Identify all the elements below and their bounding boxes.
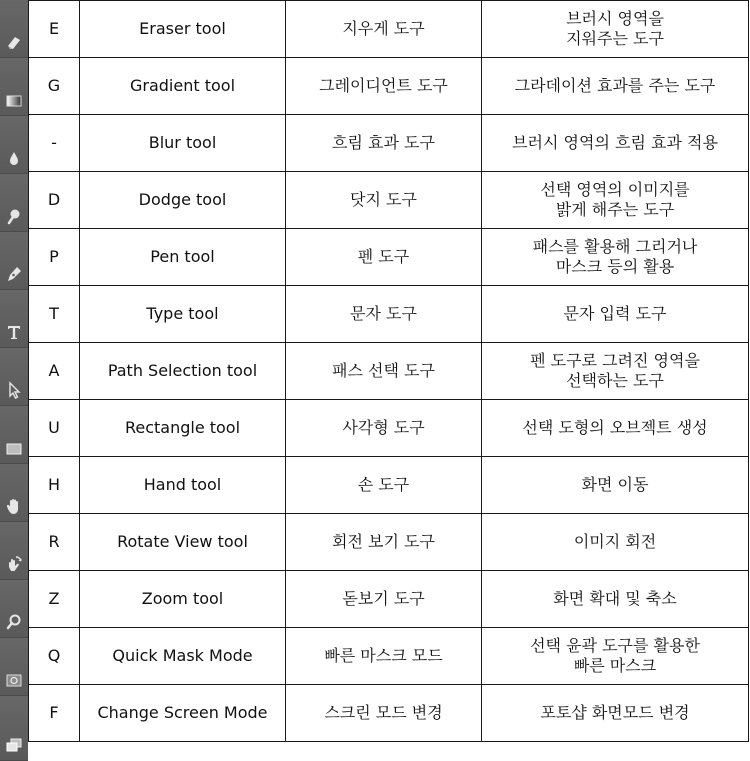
tool-description: 선택 도형의 오브젝트 생성 xyxy=(482,400,749,457)
table-row xyxy=(29,457,749,514)
tool-name-korean: 문자 도구 xyxy=(286,286,482,343)
tool-name: Pen tool xyxy=(80,229,286,286)
tool-description: 그라데이션 효과를 주는 도구 xyxy=(482,58,749,115)
icon-cell-blur xyxy=(0,116,28,174)
table-row xyxy=(29,685,749,742)
tool-name: Eraser tool xyxy=(80,1,286,58)
shortcut-key: - xyxy=(29,115,80,172)
tool-name: Hand tool xyxy=(80,457,286,514)
tool-name-korean: 사각형 도구 xyxy=(286,400,482,457)
icon-cell-type xyxy=(0,290,28,348)
tool-name: Gradient tool xyxy=(80,58,286,115)
tool-table xyxy=(28,0,749,742)
shortcut-key: P xyxy=(29,229,80,286)
tool-description: 문자 입력 도구 xyxy=(482,286,749,343)
table-row xyxy=(29,229,749,286)
icon-cell-quick-mask xyxy=(0,638,28,696)
shortcut-key: R xyxy=(29,514,80,571)
tool-name: Blur tool xyxy=(80,115,286,172)
rotate-view-icon xyxy=(5,555,23,573)
tool-name-korean: 흐림 효과 도구 xyxy=(286,115,482,172)
eraser-icon xyxy=(5,33,23,51)
table-row xyxy=(29,58,749,115)
table-row xyxy=(29,172,749,229)
table-row xyxy=(29,1,749,58)
hand-icon xyxy=(5,497,23,515)
shortcut-key: A xyxy=(29,343,80,400)
tool-description: 브러시 영역의 흐림 효과 적용 xyxy=(482,115,749,172)
tool-name: Change Screen Mode xyxy=(80,685,286,742)
tool-name-korean: 패스 선택 도구 xyxy=(286,343,482,400)
table-row xyxy=(29,514,749,571)
icon-cell-dodge xyxy=(0,174,28,232)
shortcut-key: Z xyxy=(29,571,80,628)
tool-name-korean: 스크린 모드 변경 xyxy=(286,685,482,742)
tool-name: Rotate View tool xyxy=(80,514,286,571)
tool-name: Rectangle tool xyxy=(80,400,286,457)
icon-cell-gradient xyxy=(0,58,28,116)
rectangle-icon xyxy=(5,439,23,457)
shortcut-key: G xyxy=(29,58,80,115)
type-icon xyxy=(5,323,23,341)
tool-description: 선택 영역의 이미지를 밝게 해주는 도구 xyxy=(482,172,749,229)
shortcut-key: F xyxy=(29,685,80,742)
tool-name-korean: 빠른 마스크 모드 xyxy=(286,628,482,685)
shortcut-key: H xyxy=(29,457,80,514)
tool-name-korean: 회전 보기 도구 xyxy=(286,514,482,571)
tool-description: 펜 도구로 그려진 영역을 선택하는 도구 xyxy=(482,343,749,400)
tool-description: 브러시 영역을 지워주는 도구 xyxy=(482,1,749,58)
tool-description: 화면 이동 xyxy=(482,457,749,514)
path-selection-arrow-icon xyxy=(5,381,23,399)
icon-cell-pen xyxy=(0,232,28,290)
tool-name-korean: 지우게 도구 xyxy=(286,1,482,58)
icon-cell-screen-mode xyxy=(0,696,28,761)
screen-mode-icon xyxy=(5,736,23,754)
dodge-icon xyxy=(5,207,23,225)
icon-cell-hand xyxy=(0,464,28,522)
shortcut-key: Q xyxy=(29,628,80,685)
tool-description: 선택 윤곽 도구를 활용한 빠른 마스크 xyxy=(482,628,749,685)
tool-name: Zoom tool xyxy=(80,571,286,628)
shortcut-key: D xyxy=(29,172,80,229)
tool-description: 패스를 활용해 그리거나 마스크 등의 활용 xyxy=(482,229,749,286)
tool-description: 포토샵 화면모드 변경 xyxy=(482,685,749,742)
quick-mask-icon xyxy=(5,671,23,689)
shortcut-key: T xyxy=(29,286,80,343)
tool-name: Type tool xyxy=(80,286,286,343)
table-row xyxy=(29,343,749,400)
tool-name-korean: 돋보기 도구 xyxy=(286,571,482,628)
tool-name: Path Selection tool xyxy=(80,343,286,400)
icon-cell-eraser xyxy=(0,0,28,58)
shortcut-key: U xyxy=(29,400,80,457)
toolbar-icon-strip xyxy=(0,0,28,761)
shortcut-key: E xyxy=(29,1,80,58)
tool-name-korean: 펜 도구 xyxy=(286,229,482,286)
table-row xyxy=(29,571,749,628)
tool-name-korean: 그레이디언트 도구 xyxy=(286,58,482,115)
tool-description: 화면 확대 및 축소 xyxy=(482,571,749,628)
zoom-icon xyxy=(5,613,23,631)
blur-drop-icon xyxy=(5,149,23,167)
table-row xyxy=(29,286,749,343)
tool-name: Dodge tool xyxy=(80,172,286,229)
table-row xyxy=(29,628,749,685)
table-row xyxy=(29,115,749,172)
tool-description: 이미지 회전 xyxy=(482,514,749,571)
pen-icon xyxy=(5,265,23,283)
tool-name: Quick Mask Mode xyxy=(80,628,286,685)
icon-cell-path-selection xyxy=(0,348,28,406)
tool-name-korean: 닷지 도구 xyxy=(286,172,482,229)
tool-name-korean: 손 도구 xyxy=(286,457,482,514)
gradient-icon xyxy=(5,91,23,109)
table-row xyxy=(29,400,749,457)
icon-cell-rectangle xyxy=(0,406,28,464)
icon-cell-zoom xyxy=(0,580,28,638)
icon-cell-rotate-view xyxy=(0,522,28,580)
